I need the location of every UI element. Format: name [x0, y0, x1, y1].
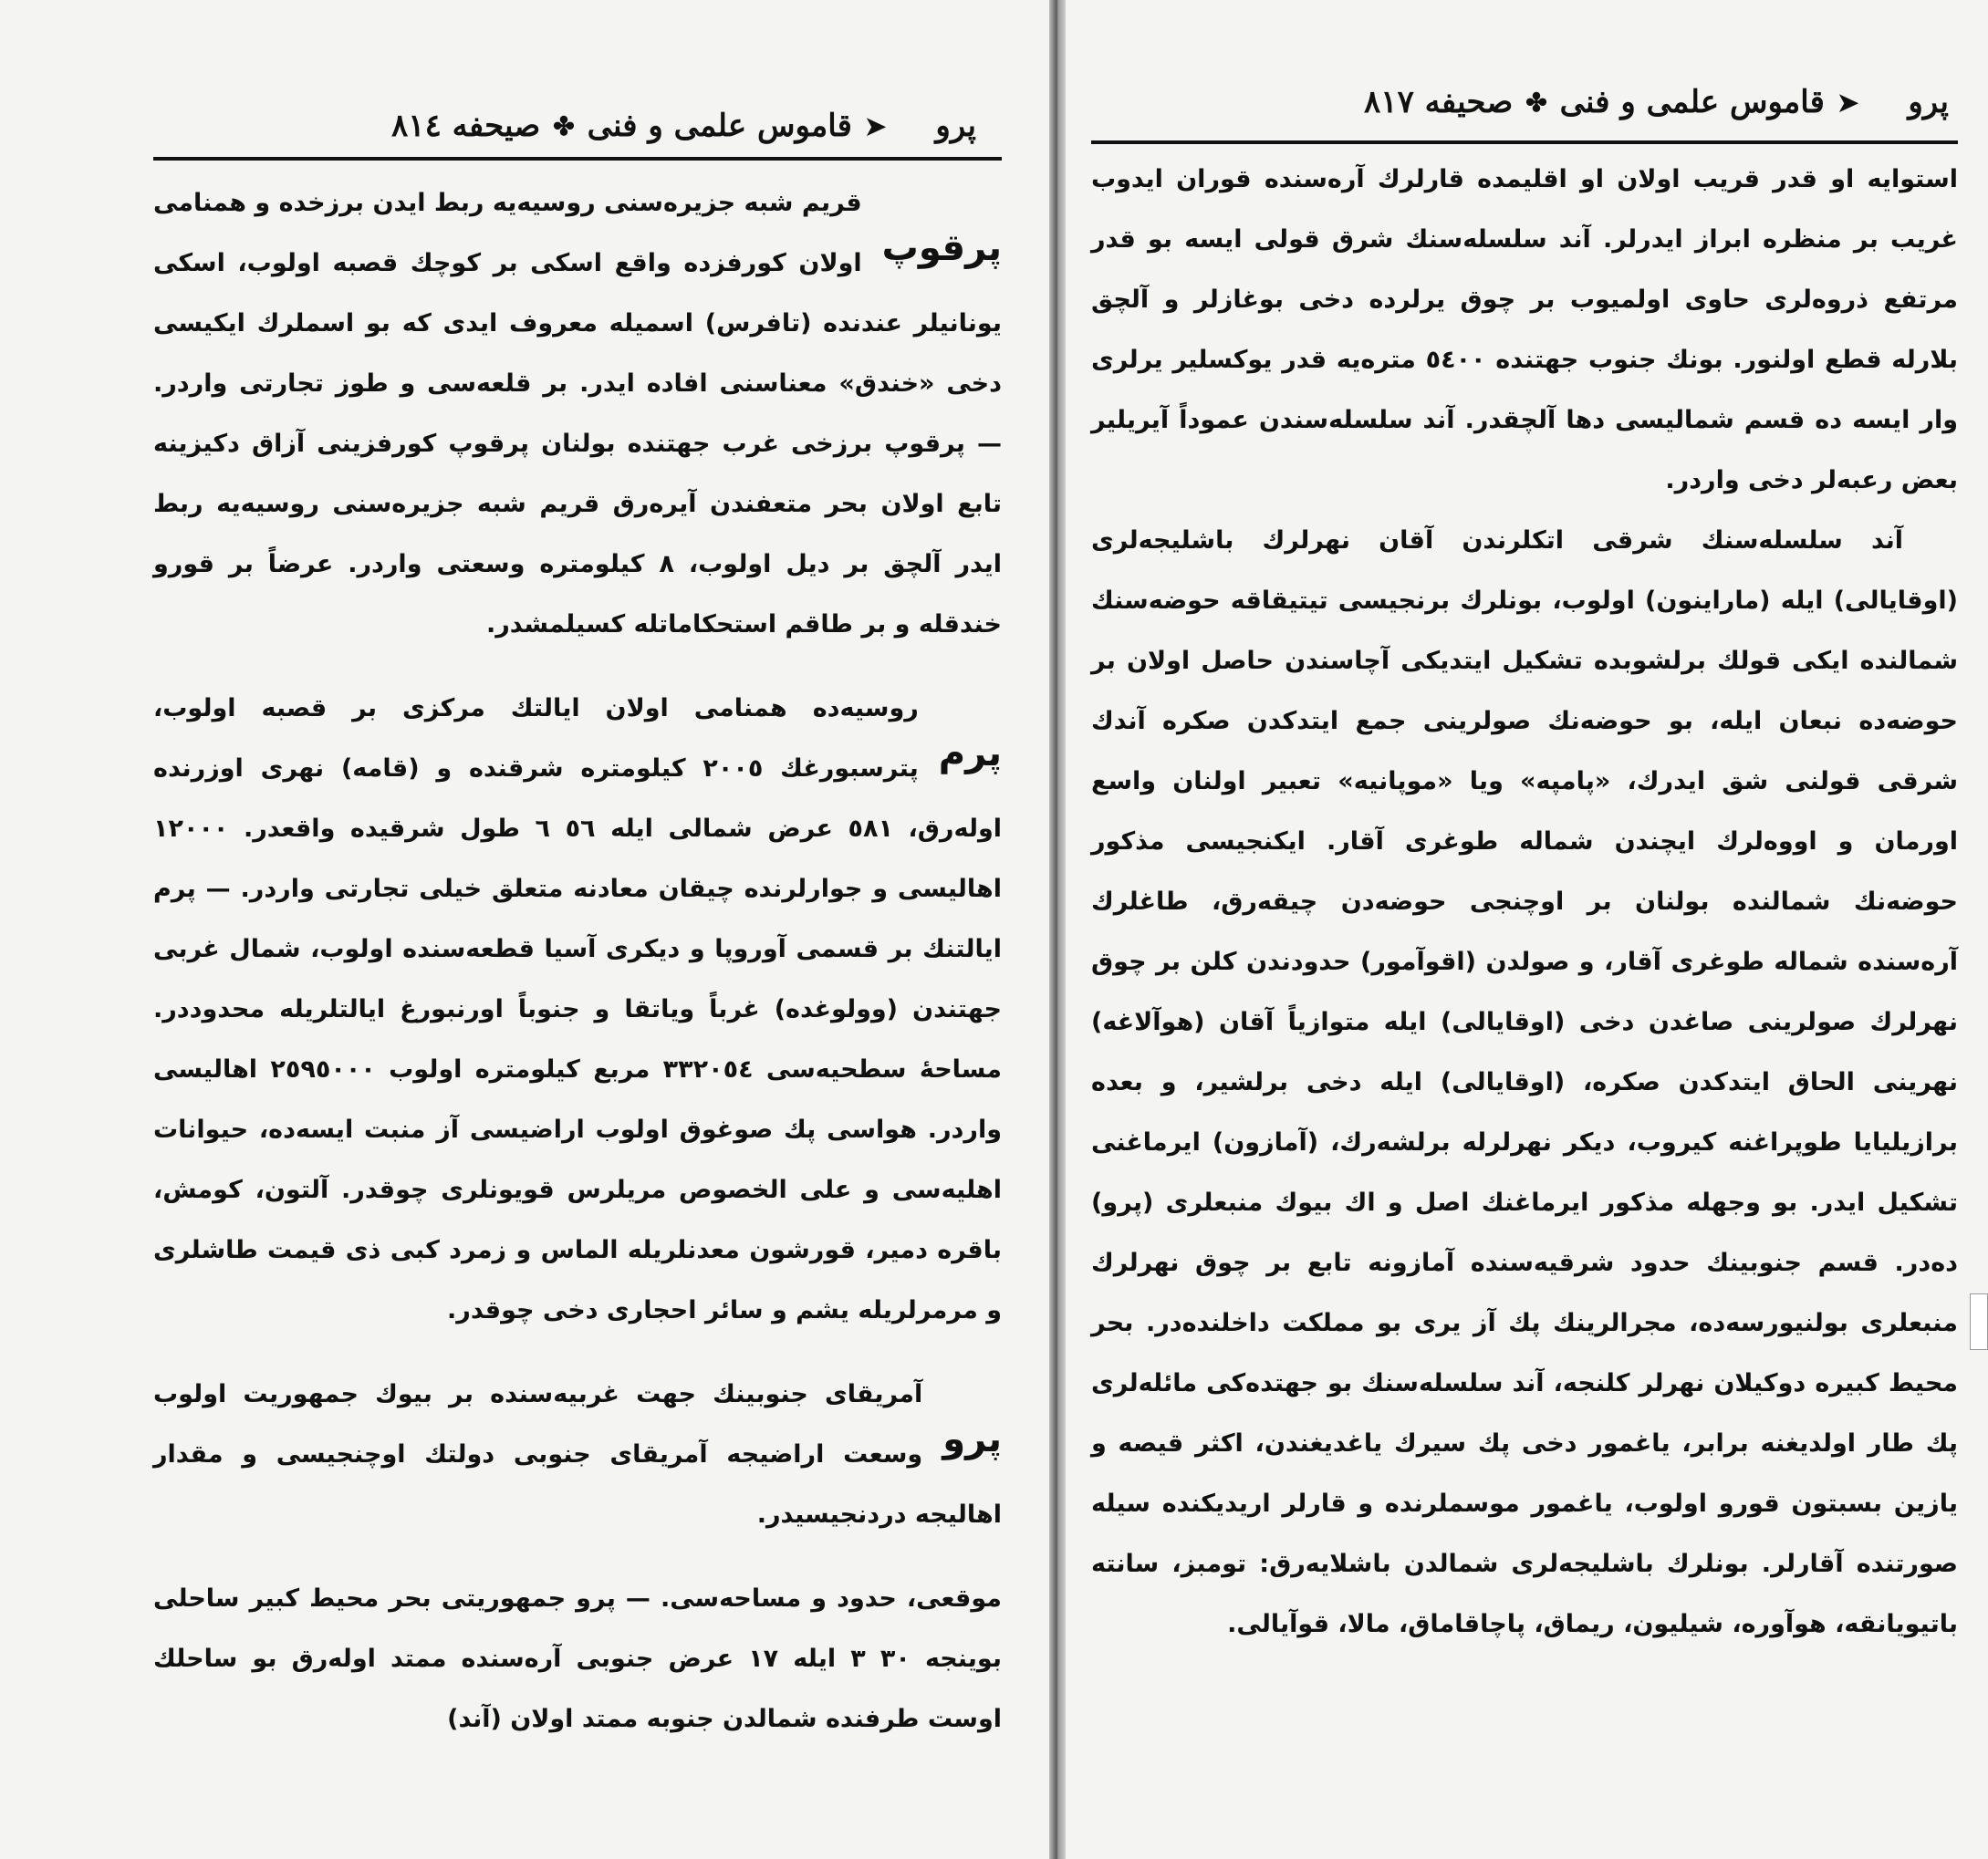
header-entry-word: پرو	[935, 108, 976, 144]
entry-headword: پرقوپ	[881, 227, 1002, 269]
dictionary-entry	[153, 173, 1002, 655]
continuation-paragraph: موقعی، حدود و مساحه‌سی. — پرو جمهوریتی بحر محیط کبیر ساحلی بوینجه ٣٠ ٣ ایله ١٧ عرض جنوبی آره‌سنده ممتد اوله‌رق بو ساحلك اوست طرفنده شمالدن جنوبه ممتد اولان (آند)	[153, 1584, 1002, 1733]
header-rule	[1091, 140, 1958, 144]
ornament-icon: ➤	[864, 110, 887, 141]
ornament-icon: ➤	[1837, 87, 1859, 118]
body-paragraph: استوایه او قدر قریب اولان او اقلیمده قارلرك آره‌سنده قوران ایدوب غریب بر منظره ابراز ایدرلر. آند سلسله‌سنك شرق قولی ایسه بو قدر مرتفع ذروه‌لری حاوی اولمیوب بر چوق یرلرده دخی بوغازلر و آلچق بلارله قطع اولنور. بونك جنوب جهتنده ٥٤٠٠ متره‌یه قدر یوکسلیر یرلری وار ایسه ده قسم شمالیسی دها آلچقدر. آند سلسله‌سندن عموداً آیریلیر بعض رعبه‌لر دخی واردر.	[1091, 165, 1958, 494]
left-page-body	[153, 173, 1002, 1750]
ornament-icon: ✤	[1525, 87, 1547, 118]
left-page-header	[182, 108, 976, 144]
dictionary-entry	[153, 1365, 1002, 1545]
header-title: قاموس علمی و فنی	[587, 108, 852, 144]
ornament-icon: ✤	[553, 110, 575, 141]
book-gutter	[1049, 0, 1066, 1859]
header-page-number: صحیفه ٨١٧	[1364, 84, 1514, 120]
entry-text: آمریقای جنوبینك جهت غربیه‌سنده بر بیوك جمهوریت اولوب وسعت اراضیجه آمریقای جنوبی دولتك اوچنجیسی و مقدار اهالیجه دردنجیسیدر.	[153, 1380, 1002, 1529]
header-rule	[153, 157, 1002, 161]
header-entry-word: پرو	[1908, 84, 1949, 120]
entry-headword: پرو	[942, 1418, 1002, 1460]
body-paragraph: آند سلسله‌سنك شرقی اتکلرندن آقان نهرلرك باشلیجه‌لری (اوقایالی) ایله (ماراینون) اولوب، بونلرك برنجیسی تیتیقاقه حوضه‌سنك شمالنده ایکی قولك برلشوبده تشکیل ایتدیکی آچاسندن حاصل اولان بر حوضه‌ده نبعان ایله، بو حوضه‌نك صولرینی جمع ایتدکدن صکره آندك شرقی قولنی شق ایدرك، «پامپه» ویا «موپانیه» تعبیر اولنان واسع اورمان و اووه‌لرك ایچندن شماله طوغری آقار. ایکنجیسی مذکور حوضه‌نك شمالنده بولنان بر اوچنجی حوضه‌دن چیقه‌رق، طاغلرك آره‌سنده شماله طوغری آقار، و صولدن (اقوآمور) حدودندن کلن بر چوق نهرلرك صولرینی صاغدن دخی (اوقایالی) ایله متوازیاً آقان (هوآلاغه) نهرینی الحاق ایتدکدن صکره، (اوقایالی) ایله دخی برلشیر، و بعده برازیلیایا طوپراغنه کیروب، دیکر نهرلرله برلشه‌رك، (آمازون) ایرماغنی تشکیل ایدر. بو وجهله مذکور ایرماغنك اصل و اك بیوك منبعلری (پرو) ده‌در. قسم جنوبینك حدود شرقیه‌سنده آمازونه تابع بر چوق نهرلرك منبعلری بولنیورسه‌ده، مجرالرینك پك آز یری بو مملکت داخلنده‌در. بحر محیط کبیره دوکیلان نهرلر کلنجه، آند سلسله‌سنك بو جهتده‌کی مائله‌لری پك طار اولدیغنه برابر، یاغمور دخی پك سیرك یاغدیغندن، اکثر قیصه و یازین بسبتون قورو اولوب، یاغمور موسملرنده و قارلر اریدیکنده سیله صورتنده آقارلر. بونلرك باشلیجه‌لری شمالدن باشلایه‌رق: تومبز، سانته باتیویانقه، هوآوره، شیلیون، ریماق، پاچاقاماق، مالا، قوآیالی.	[1091, 526, 1958, 1638]
right-page	[1066, 0, 1988, 1859]
header-page-number: صیحفه ٨١٤	[391, 108, 541, 144]
right-page-header	[1109, 84, 1949, 120]
dictionary-entry	[153, 679, 1002, 1341]
entry-headword: پرم	[938, 732, 1002, 774]
entry-text: روسیه‌ده همنامی اولان ایالتك مرکزی بر قصبه اولوب، پترسبورغك ٢٠٠٥ کیلومتره شرقنده و (قامه) نهری اوزرنده اوله‌رق، ٥٨١ عرض شمالی ایله ٥٦ ٦ طول شرقیده واقعدر. ١٢٠٠٠ اهالیسی و جوارلرنده چیقان معادنه متعلق خیلی تجارتی واردر. — پرم ایالتنك بر قسمی آوروپا و دیکری آسیا قطعه‌سنده اولوب، شمال غربی جهتندن (وولوغده) غرباً ویاتقا و جنوباً اورنبورغ ایالتلریله محدوددر. مساحهٔ سطحیه‌سی ٣٣٢٠٥٤ مربع کیلومتره اولوب ٢٥٩٥٠٠٠ اهالیسی واردر. هواسی پك صوغوق اولوب اراضیسی آز منبت ایسه‌ده، حیوانات اهلیه‌سی و علی الخصوص مریلرس قویونلری چوقدر. آلتون، کومش، باقره دمیر، قورشون معدنلریله الماس و زمرد کبی ذی قیمت طاشلری و مرمرلریله یشم و سائر احجاری دخی چوقدر.	[153, 694, 1003, 1324]
entry-text: قریم شبه جزیره‌سنی روسیه‌یه ربط ایدن برزخده و همنامی اولان کورفزده واقع اسکی بر کوچك قصبه اولوب، اسکی یونانیلر عندنده (تافرس) اسمیله معروف ایدی که بو اسملرك ایکیسی دخی «خندق» معناسنی افاده ایدر. بر قلعه‌سی و طوز تجارتی واردر. — پرقوپ برزخی غرب جهتنده بولنان پرقوپ کورفزینی آزاق دکیزینه تابع اولان بحر متعفندن آیره‌رق قریم شبه جزیره‌سنی روسیه‌یه ربط ایدر آلچق بر دیل اولوب، ٨ کیلومتره وسعتی واردر. عرضاً بر قورو خندقله و بر طاقم استحکاماتله کسیلمشدر.	[152, 189, 1002, 639]
header-title: قاموس علمی و فنی	[1559, 84, 1825, 120]
page-marker-tab	[1970, 1293, 1988, 1350]
right-page-body	[1091, 150, 1958, 1655]
